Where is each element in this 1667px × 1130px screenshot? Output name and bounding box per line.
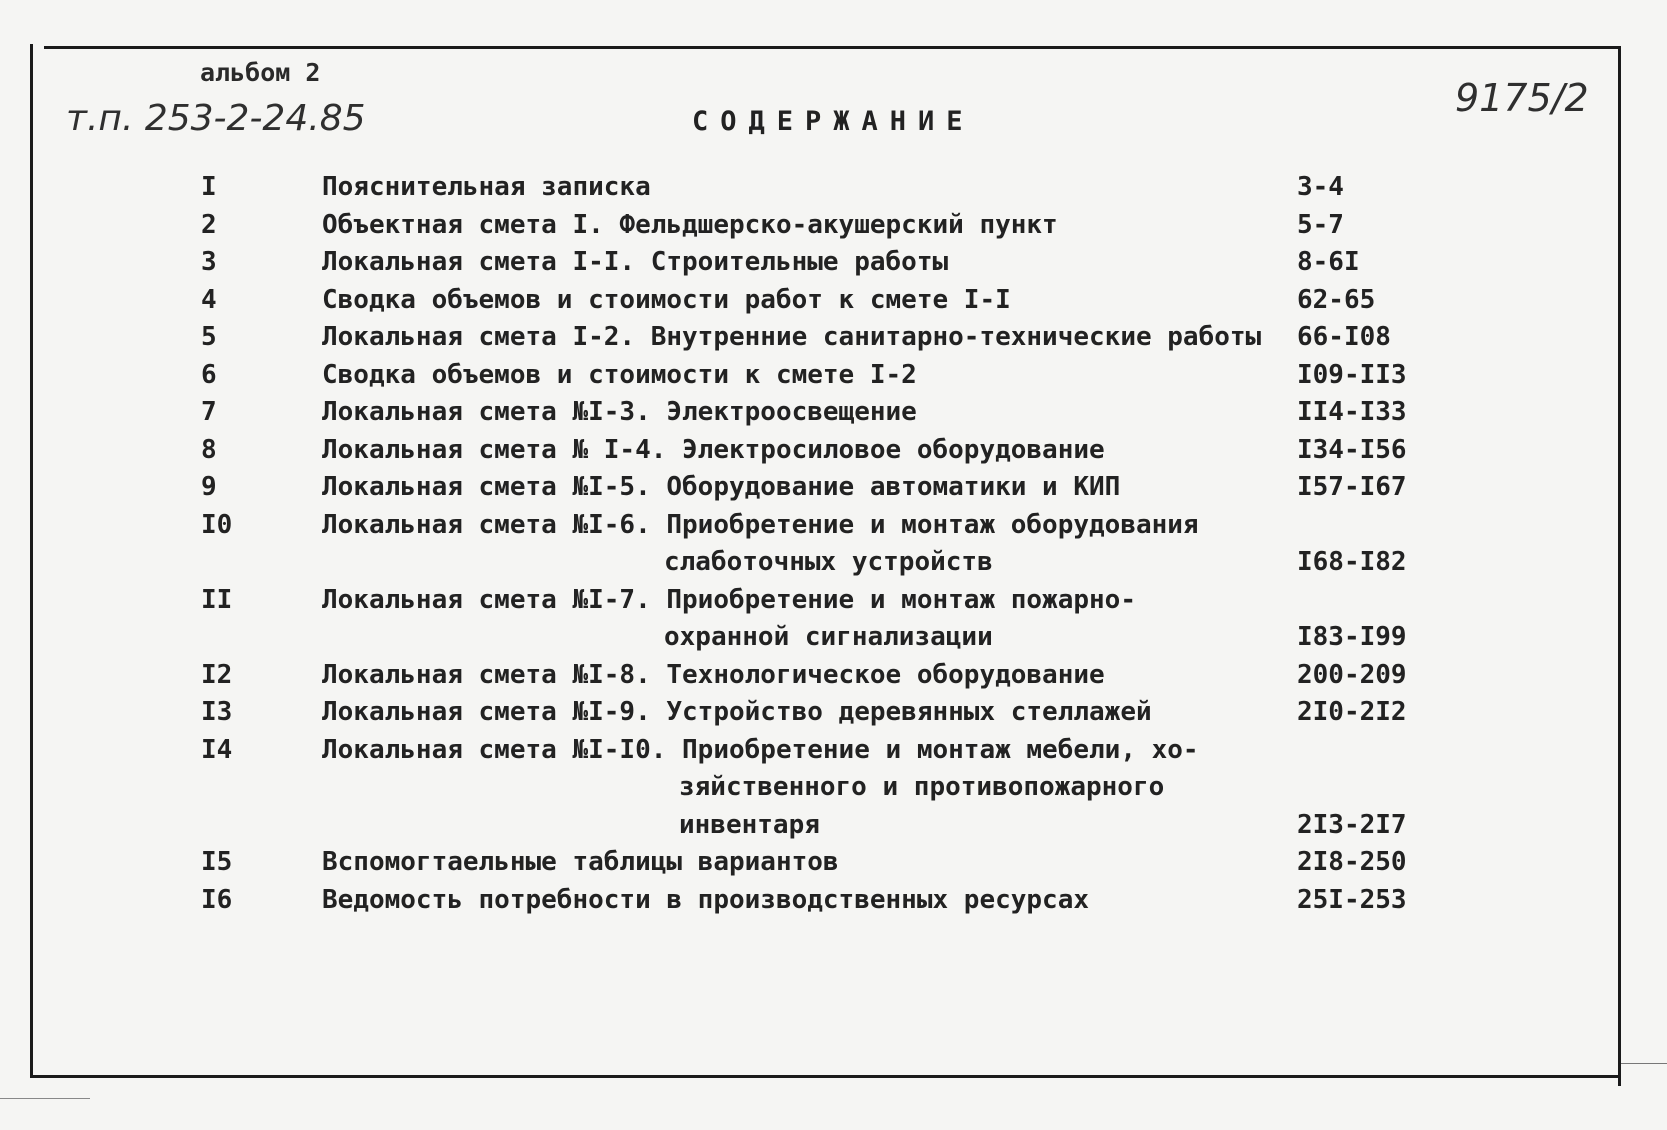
toc-item-number: 2 <box>201 209 217 240</box>
toc-item-number: 7 <box>201 397 217 427</box>
toc-item-title: Локальная смета №I-3. Электроосвещение <box>322 397 917 427</box>
toc-item-title: Ведомость потребности в производственных ресурсах <box>322 884 1090 915</box>
toc-item-pages: 3-4 <box>1297 172 1344 202</box>
toc-item-number: I <box>201 172 217 202</box>
toc-row <box>0 582 1667 619</box>
toc-item-title: Локальная смета №I-6. Приобретение и монтаж оборудования <box>322 509 1199 540</box>
toc-item-number: II <box>201 584 233 615</box>
toc-item-number: 3 <box>201 247 217 277</box>
toc-item-number: I4 <box>201 734 233 765</box>
toc-item-title: Пояснительная записка <box>322 172 651 202</box>
toc-item-number: I5 <box>201 847 233 877</box>
toc-row <box>0 844 1667 881</box>
toc-item-number: 6 <box>201 359 217 390</box>
toc-item-title: слаботочных устройств <box>664 547 993 577</box>
toc-item-title: Локальная смета №I-5. Оборудование автоматики и КИП <box>322 472 1121 502</box>
toc-row <box>0 394 1667 431</box>
toc-item-pages: 2I8-250 <box>1297 847 1407 877</box>
toc-item-title: Объектная смета I. Фельдшерско-акушерский пункт <box>322 209 1058 240</box>
toc-row <box>0 244 1667 281</box>
toc-row <box>0 732 1667 769</box>
toc-item-number: I2 <box>201 659 233 690</box>
toc-row <box>0 882 1667 919</box>
toc-item-pages: 2I3-2I7 <box>1297 809 1407 840</box>
toc-row <box>0 657 1667 694</box>
toc-item-title: Локальная смета №I-7. Приобретение и монтаж пожарно- <box>322 584 1136 615</box>
toc-row-continuation <box>0 769 1667 806</box>
toc-row-continuation <box>0 619 1667 656</box>
toc-item-title: Сводка объемов и стоимости к смете I-2 <box>322 359 917 390</box>
toc-item-title: Локальная смета I-I. Строительные работы <box>322 247 949 277</box>
project-code-handwritten: т.п. 253-2-24.85 <box>66 98 366 139</box>
toc-item-title: Локальная смета №I-8. Технологическое оборудование <box>322 659 1105 690</box>
toc-item-title: инвентаря <box>679 809 820 840</box>
toc-item-pages: 200-209 <box>1297 659 1407 690</box>
toc-item-number: I6 <box>201 884 233 915</box>
toc-item-pages: I34-I56 <box>1297 434 1407 465</box>
toc-row <box>0 207 1667 244</box>
toc-item-pages: 62-65 <box>1297 284 1376 315</box>
toc-item-pages: I09-II3 <box>1297 359 1407 390</box>
toc-item-pages: 25I-253 <box>1297 884 1407 915</box>
toc-item-pages: 2I0-2I2 <box>1297 697 1407 727</box>
toc-item-title: охранной сигнализации <box>664 622 993 652</box>
album-label: альбом 2 <box>200 58 321 87</box>
toc-item-title: Локальная смета №I-9. Устройство деревянных стеллажей <box>322 697 1152 727</box>
toc-row-continuation <box>0 807 1667 844</box>
toc-row <box>0 282 1667 319</box>
toc-item-pages: I68-I82 <box>1297 547 1407 577</box>
toc-item-title: Вспомогтаельные таблицы вариантов <box>322 847 839 877</box>
toc-item-title: Локальная смета I-2. Внутренние санитарно-технические работы <box>322 322 1262 352</box>
toc-item-number: I0 <box>201 509 233 540</box>
toc-row <box>0 169 1667 206</box>
toc-item-title: зяйственного и противопожарного <box>679 772 1165 802</box>
toc-row <box>0 469 1667 506</box>
toc-item-number: 4 <box>201 284 217 315</box>
toc-item-pages: I83-I99 <box>1297 622 1407 652</box>
toc-row <box>0 319 1667 356</box>
toc-row-continuation <box>0 544 1667 581</box>
toc-item-pages: 5-7 <box>1297 209 1344 240</box>
toc-item-title: Сводка объемов и стоимости работ к смете I-I <box>322 284 1011 315</box>
toc-item-pages: II4-I33 <box>1297 397 1407 427</box>
toc-item-number: 5 <box>201 322 217 352</box>
toc-item-title: Локальная смета №I-I0. Приобретение и монтаж мебели, хо- <box>322 734 1199 765</box>
page-title: СОДЕРЖАНИЕ <box>692 106 975 137</box>
toc-row <box>0 432 1667 469</box>
toc-item-pages: 66-I08 <box>1297 322 1391 352</box>
toc-item-pages: 8-6I <box>1297 247 1360 277</box>
toc-row <box>0 357 1667 394</box>
archive-number-handwritten: 9175/2 <box>1455 76 1589 120</box>
toc-item-number: 8 <box>201 434 217 465</box>
toc-row <box>0 507 1667 544</box>
toc-item-number: 9 <box>201 472 217 502</box>
toc-item-pages: I57-I67 <box>1297 472 1407 502</box>
toc-row <box>0 694 1667 731</box>
toc-item-title: Локальная смета № I-4. Электросиловое оборудование <box>322 434 1105 465</box>
toc-item-number: I3 <box>201 697 233 727</box>
